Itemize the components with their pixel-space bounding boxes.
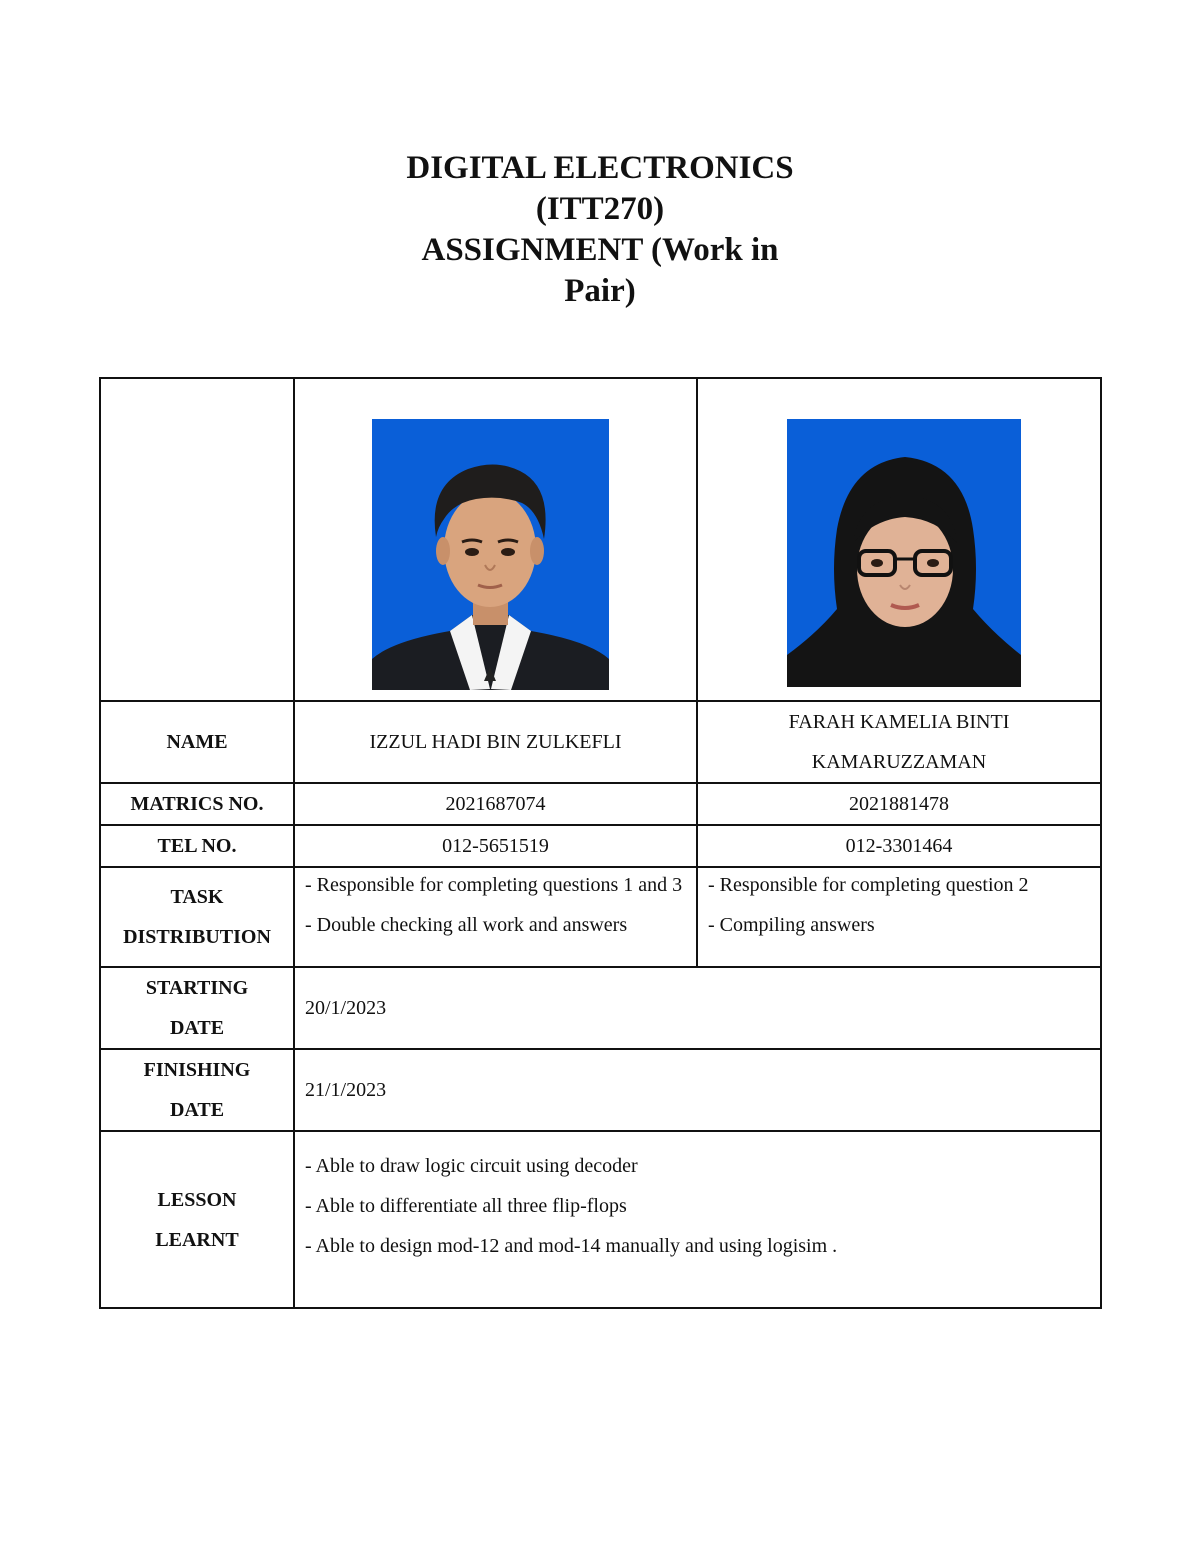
finishing-date-row	[100, 1049, 1101, 1131]
member-2-tasks	[697, 867, 1101, 967]
lesson-label-line-2: LEARNT	[155, 1228, 239, 1251]
finishing-date-label	[100, 1049, 294, 1131]
finishing-label-line-2: DATE	[169, 1099, 225, 1121]
member-1-name-line-1: IZZUL HADI BIN ZULKEFLI	[369, 731, 622, 753]
title-line-2: (ITT270)	[535, 191, 665, 227]
lesson-label	[100, 1131, 294, 1308]
title-line-3: ASSIGNMENT (Work in	[421, 232, 779, 268]
name-label: NAME	[100, 701, 294, 783]
member-2-photo	[787, 419, 1021, 687]
tel-label: TEL NO.	[100, 825, 294, 867]
name-row	[100, 701, 1101, 783]
lesson-list	[294, 1131, 1101, 1308]
member-2-matrics: 2021881478	[697, 783, 1101, 825]
member-2-task-2: - Compiling answers	[708, 914, 875, 936]
finishing-date-value: 21/1/2023	[294, 1049, 1101, 1131]
title-line-4: Pair)	[564, 273, 636, 309]
task-label-line-1: TASK	[170, 886, 224, 908]
member-2-tel: 012-3301464	[697, 825, 1101, 867]
member-2-name-line-1: FARAH KAMELIA BINTI	[788, 711, 1010, 733]
task-row	[100, 867, 1101, 967]
lesson-item-1: - Able to draw logic circuit using decoder	[305, 1155, 638, 1177]
lesson-row	[100, 1131, 1101, 1308]
member-2-name	[697, 701, 1101, 783]
member-1-photo-cell	[294, 378, 697, 701]
task-label	[100, 867, 294, 967]
title-line-1: DIGITAL ELECTRONICS	[406, 150, 794, 186]
lesson-item-3: - Able to design mod-12 and mod-14 manually and using logisim .	[305, 1235, 838, 1257]
member-1-tel: 012-5651519	[294, 825, 697, 867]
matrics-label: MATRICS NO.	[100, 783, 294, 825]
starting-label-line-1: STARTING	[145, 977, 249, 999]
starting-date-label	[100, 967, 294, 1049]
member-1-matrics: 2021687074	[294, 783, 697, 825]
member-1-name	[294, 701, 697, 783]
starting-date-value: 20/1/2023	[294, 967, 1101, 1049]
member-2-name-line-2: KAMARUZZAMAN	[811, 751, 987, 773]
member-info-table	[99, 377, 1102, 1309]
lesson-item-2: - Able to differentiate all three flip-flops	[305, 1195, 627, 1217]
photo-row	[100, 378, 1101, 701]
member-1-tasks	[294, 867, 697, 967]
empty-label-cell	[100, 378, 294, 701]
tel-row	[100, 825, 1101, 867]
task-label-line-2: DISTRIBUTION	[123, 926, 271, 948]
member-1-task-1: - Responsible for completing questions 1 and 3	[305, 874, 683, 896]
document-title	[0, 148, 1200, 312]
lesson-label-line-1: LESSON	[157, 1188, 237, 1211]
member-2-photo-cell	[697, 378, 1101, 701]
member-2-task-1: - Responsible for completing question 2	[708, 874, 1029, 896]
starting-label-line-2: DATE	[169, 1017, 225, 1039]
starting-date-row	[100, 967, 1101, 1049]
finishing-label-line-1: FINISHING	[143, 1059, 251, 1081]
member-1-task-2: - Double checking all work and answers	[305, 914, 628, 936]
matrics-row	[100, 783, 1101, 825]
member-1-photo	[372, 419, 609, 690]
